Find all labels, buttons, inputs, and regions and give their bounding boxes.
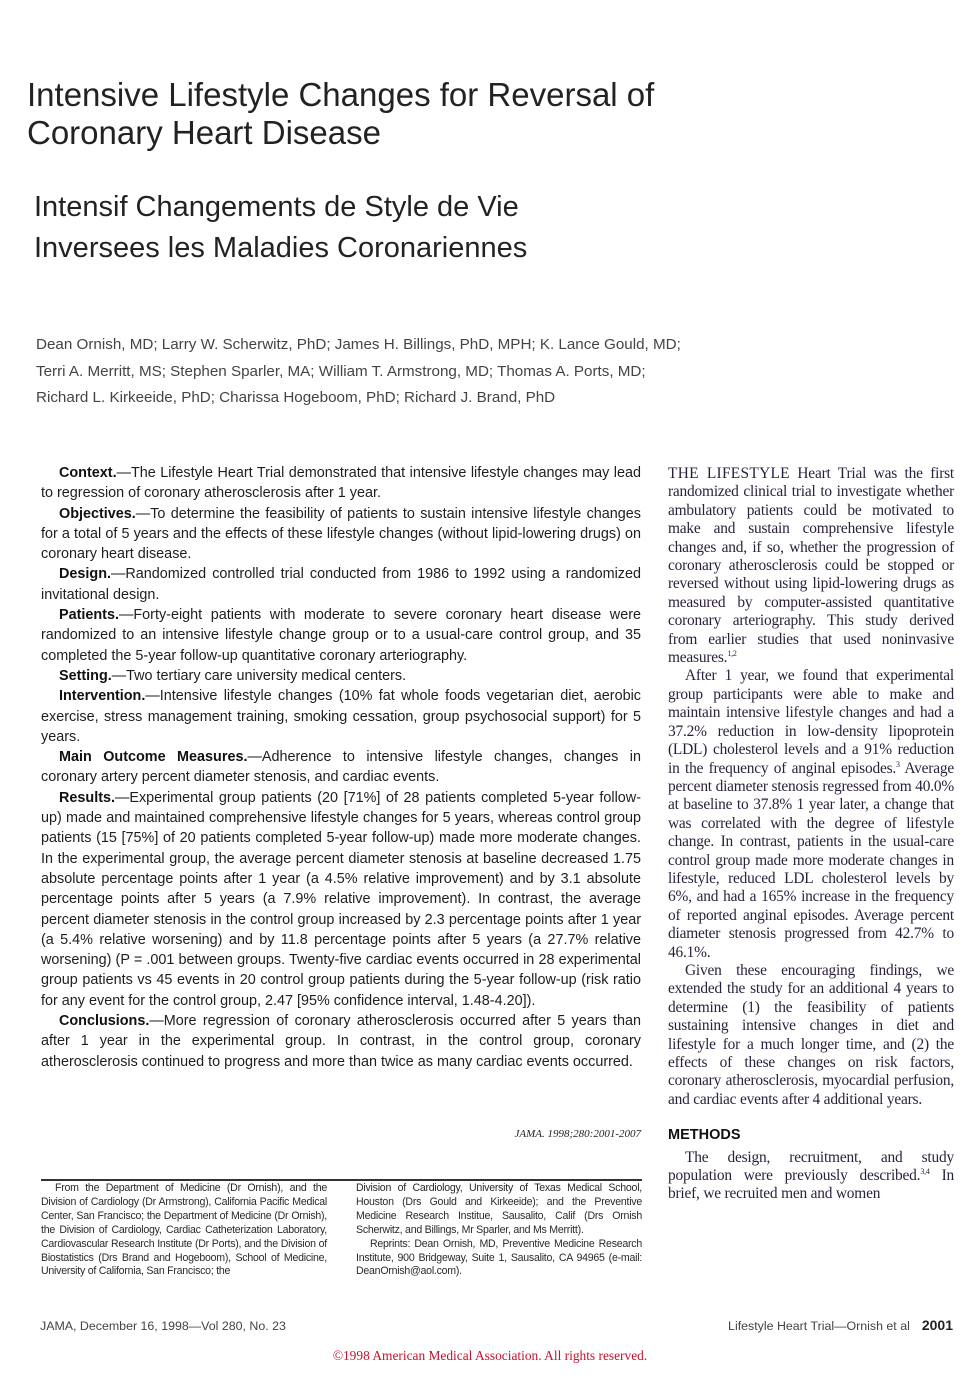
affiliations-text: Division of Cardiology, University of Texas Medical School, Houston (Drs Gould and Kirkeeide); and the Preventive Medicine Research Institue, Sausalito, Calif (Drs Ornish Scherwitz, and Billings, Mr Sparler, and Ms Merritt). bbox=[356, 1182, 642, 1236]
reference-superscript[interactable]: 3,4 bbox=[920, 1166, 930, 1176]
body-text-column bbox=[668, 465, 954, 1204]
intro-small-caps: THE LIFESTYLE bbox=[668, 465, 790, 482]
abstract-text: —Intensive lifestyle changes (10% fat whole foods vegetarian diet, aerobic exercise, stress management training, smoking cessation, group psychosocial support) for 5 years. bbox=[41, 688, 641, 745]
footnote-divider bbox=[41, 1179, 642, 1181]
footer-running-head bbox=[728, 1317, 953, 1333]
abstract-text: —Forty-eight patients with moderate to severe coronary heart disease were randomized to an intensive lifestyle change group or to a usual-care control group, and 35 completed the 5-year follow-up quantitative coronary arteriography. bbox=[41, 607, 641, 664]
abstract-results bbox=[41, 788, 641, 1011]
methods-heading: METHODS bbox=[668, 1127, 741, 1144]
abstract-text: —Experimental group patients (20 [71%] of 28 patients completed 5-year follow-up) made and maintained comprehensive lifestyle changes for 5 years, whereas control group patients (15 [75%] of 20 patients completed 5-year follow-up) made more moderate changes. In the experimental group, the average percent diameter stenosis at baseline decreased 1.75 absolute percentage points after 1 year (a 4.5% relative improvement) and by 3.1 absolute percentage points after 5 years (a 7.9% relative improvement). In contrast, the average percent diameter stenosis in the control group increased by 2.3 percentage points after 1 year (a 5.4% relative worsening) and by 11.8 percentage points after 5 years (a 27.7% relative worsening) (P = .001 between groups. Twenty-five cardiac events occurred in 28 experimental group patients vs 45 events in 20 control group patients during the 5-year follow-up (risk ratio for any event for the control group, 2.47 [95% confidence interval, 1.48-4.20]). bbox=[41, 789, 641, 1009]
abstract-label: Results. bbox=[59, 789, 115, 806]
structured-abstract bbox=[41, 463, 641, 1072]
abstract-intervention bbox=[41, 686, 641, 747]
reference-superscript[interactable]: 3 bbox=[896, 759, 900, 769]
journal-citation: JAMA. 1998;280:2001-2007 bbox=[514, 1128, 641, 1140]
abstract-outcome-measures bbox=[41, 747, 641, 788]
abstract-patients bbox=[41, 605, 641, 666]
running-title: Lifestyle Heart Trial—Ornish et al bbox=[728, 1319, 910, 1333]
abstract-text: —The Lifestyle Heart Trial demonstrated that intensive lifestyle changes may lead to regression of coronary atherosclerosis after 1 year. bbox=[41, 465, 641, 502]
paragraph-text: The design, recruitment, and study population were previously described. bbox=[668, 1148, 954, 1185]
affiliations-text: From the Department of Medicine (Dr Ornish), and the Division of Cardiology (Dr Armstrong), California Pacific Medical Center, San Francisco; the Department of Medicine (Dr Ornish), the Division of Cardiology, Cardiac Catheterization Laboratory, Cardiovascular Research Institute (Dr Ports), and the Division of Biostatistics (Drs Brand and Hogeboom), School of Medicine, University of California, San Francisco; the bbox=[41, 1182, 327, 1278]
extension-paragraph: Given these encouraging findings, we extended the study for an additional 4 years to determine (1) the feasibility of patients sustaining intensive changes in diet and lifestyle for a much longer time, and (2) the effects of these changes on risk factors, coronary atherosclerosis, myocardial perfusion, and cardiac events after 4 additional years. bbox=[668, 961, 954, 1108]
intro-text: Heart Trial was the first randomized clinical trial to investigate whether ambulatory patients could be motivated to make and sustain comprehensive lifestyle changes and, if so, whether the progression of coronary atherosclerosis could be stopped or reversed without using lipid-lowering drugs as measured by computer-assisted quantitative coronary arteriography. This study derived from earlier studies that used noninvasive measures. bbox=[668, 465, 954, 667]
page-number: 2001 bbox=[921, 1317, 953, 1333]
abstract-text: —To determine the feasibility of patients to sustain intensive lifestyle changes for a total of 5 years and the effects of these lifestyle changes (without lipid-lowering drugs) on coronary heart disease. bbox=[41, 505, 641, 563]
abstract-conclusions bbox=[41, 1011, 641, 1072]
author-line: Dean Ornish, MD; Larry W. Scherwitz, PhD; James H. Billings, PhD, MPH; K. Lance Gould, MD; bbox=[36, 336, 681, 353]
abstract-label: Conclusions. bbox=[59, 1013, 150, 1030]
abstract-label: Setting. bbox=[59, 667, 112, 684]
affiliations-footnote-right bbox=[356, 1182, 642, 1279]
abstract-design bbox=[41, 564, 641, 605]
article-title: Intensive Lifestyle Changes for Reversal of Coronary Heart Disease bbox=[27, 76, 655, 151]
author-list bbox=[36, 332, 856, 412]
abstract-context bbox=[41, 463, 641, 504]
reprints-info: Reprints: Dean Ornish, MD, Preventive Medicine Research Institute, 900 Bridgeway, Suite 1, Sausalito, CA 94965 (e-mail: DeanOrnish@aol.com). bbox=[356, 1237, 642, 1278]
abstract-text: —Two tertiary care university medical centers. bbox=[111, 667, 407, 684]
abstract-setting bbox=[41, 666, 641, 686]
author-line: Terri A. Merritt, MS; Stephen Sparler, MA; William T. Armstrong, MD; Thomas A. Ports, MD; bbox=[36, 362, 646, 380]
abstract-label: Intervention. bbox=[59, 688, 146, 705]
abstract-label: Design. bbox=[59, 566, 111, 583]
paragraph-text: After 1 year, we found that experimental group participants were able to make and maintain intensive lifestyle changes and had a 37.2% reduction in low-density lipoprotein (LDL) cholesterol levels and a 91% reduction in the frequency of anginal episodes. bbox=[668, 667, 954, 777]
affiliations-footnote-left bbox=[41, 1182, 327, 1279]
reference-superscript[interactable]: 1,2 bbox=[727, 648, 737, 658]
footer-journal-issue: JAMA, December 16, 1998—Vol 280, No. 23 bbox=[40, 1319, 286, 1333]
methods-paragraph bbox=[668, 1149, 954, 1204]
abstract-label: Patients. bbox=[59, 607, 119, 624]
abstract-label: Objectives. bbox=[59, 505, 136, 522]
abstract-text: —More regression of coronary atherosclerosis occurred after 5 years than after 1 year in the experimental group. In contrast, in the control group, coronary atherosclerosis continued to progress and more than twice as many cardiac events occurred. bbox=[41, 1013, 641, 1070]
abstract-objectives bbox=[41, 504, 641, 565]
copyright-notice: ©1998 American Medical Association. All rights reserved. bbox=[332, 1348, 648, 1363]
abstract-text: —Randomized controlled trial conducted from 1986 to 1992 using a randomized invitational design. bbox=[41, 566, 641, 603]
paragraph-text: In brief, we recruited men and women bbox=[668, 1167, 954, 1203]
paragraph-text: Average percent diameter stenosis regressed from 40.0% at baseline to 37.8% 1 year later, a change that was correlated with the degree of lifestyle change. In contrast, patients in the usual-care control group made more moderate changes in lifestyle, reduced LDL cholesterol levels by 6%, and had a 165% increase in the frequency of reported anginal episodes. Average percent diameter stenosis progressed from 42.7% to 46.1%. bbox=[668, 759, 954, 961]
article-subtitle-french: Intensif Changements de Style de Vie Inversees les Maladies Coronariennes bbox=[34, 191, 528, 264]
author-line: Richard L. Kirkeeide, PhD; Charissa Hogeboom, PhD; Richard J. Brand, PhD bbox=[36, 389, 556, 406]
abstract-label: Main Outcome Measures. bbox=[59, 749, 248, 766]
abstract-label: Context. bbox=[59, 465, 117, 481]
intro-paragraph bbox=[668, 465, 954, 667]
results-one-year-paragraph bbox=[668, 667, 954, 962]
abstract-text: —Adherence to intensive lifestyle changes, changes in coronary artery percent diameter stenosis, and cardiac events. bbox=[41, 749, 641, 786]
